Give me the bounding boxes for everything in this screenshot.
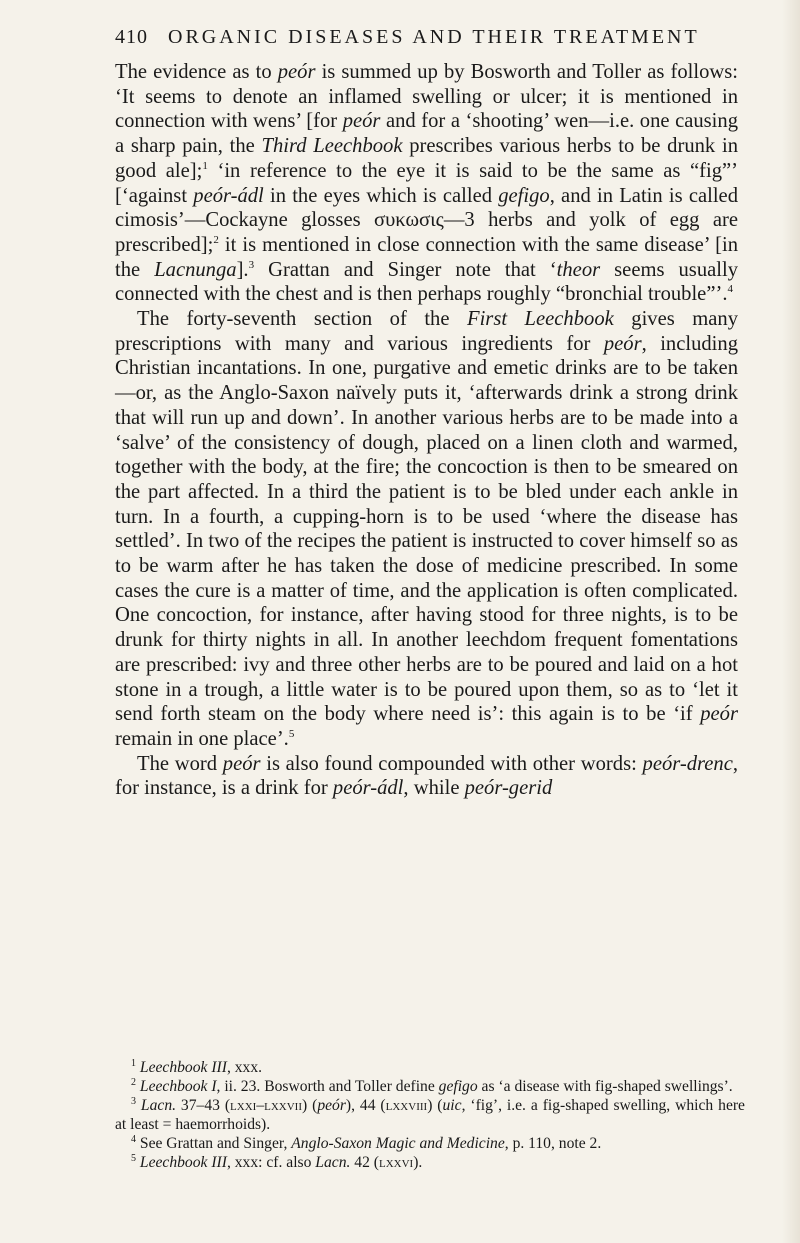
paragraph: The evidence as to peór is summed up by Bosworth and Toller as follows: ‘It seems to denote an inflamed swelling or ulcer; it is mentioned in connection with wens’ [for peór and for a ‘shooting’ wen—i.e. one causing a sharp pain, the Third Leechbook prescribes various herbs to be drunk in good ale];$^1$ ‘in reference to the eye it is said to be the same as “fig”’ [‘against peór-ádl in the eyes which is called gefigo, and in Latin is called cimosis’—Cockayne glosses συκωσις—3 herbs and yolk of egg are prescribed];$^2$ it is mentioned in close connection with the same disease’ [in the Lacnunga].$^3$ Grattan and Singer note that ‘theor seems usually connected with the chest and is then perhaps roughly “bronchial trouble”’.$^4$ [115,61,738,306]
footnote-4: $^4$ See Grattan and Singer, Anglo-Saxon Magic and Medicine, p. 110, note 2. [131,1133,602,1152]
running-header [115,26,735,49]
footnote-5: $^5$ Leechbook III, xxx: cf. also Lacn. 42 (lxxvi). [131,1152,423,1171]
page-edge-shadow [782,0,800,1243]
body-text [115,60,738,801]
paragraph: The forty-seventh section of the First Leechbook gives many prescriptions with many and various ingredients for peór, including Christian incantations. In one, purgative and emetic drinks are to be taken—or, as the Anglo-Saxon naïvely puts it, ‘afterwards drink a strong drink that will run up and down’. In another various herbs are to be made into a ‘salve’ of the consistency of dough, placed on a linen cloth and warmed, together with the body, at the fire; the concoction is then to be smeared on the part affected. In a third the patient is to be bled under each ankle in turn. In a fourth, a cupping-horn is to be used ‘where the disease has settled’. In two of the recipes the patient is instructed to cover himself so as to be warm after he has taken the dose of medicine prescribed. In some cases the cure is a matter of time, and the application is often complicated. One concoction, for instance, after having stood for three nights, is to be drunk for thirty nights in all. In another leechdom frequent fomentations are prescribed: ivy and three other herbs are to be poured and laid on a hot stone in a trough, a little water is to be poured upon them, so as to ‘let it send forth steam on the body where need is’: this again is to be ‘if peór remain in one place’.$^5$ [115,308,739,750]
page-number: 410 [115,26,148,48]
running-title: ORGANIC DISEASES AND THEIR TREATMENT [168,26,700,48]
footnote-3: $^3$ Lacn. 37–43 (lxxi–lxxvii) (peór), 44 (lxxviii) (uic, ‘fig’, i.e. a fig-shaped swelling, which here at least = haemorrhoids). [115,1095,745,1133]
footnote-1: $^1$ Leechbook III, xxx. [131,1057,263,1076]
footnote-2: $^2$ Leechbook I, ii. 23. Bosworth and Toller define gefigo as ‘a disease with fig-shaped swellings’. [131,1076,733,1095]
footnotes [115,1058,745,1172]
paragraph: The word peór is also found compounded with other words: peór-drenc, for instance, is a drink for peór-ádl, while peór-gerid [115,752,738,800]
